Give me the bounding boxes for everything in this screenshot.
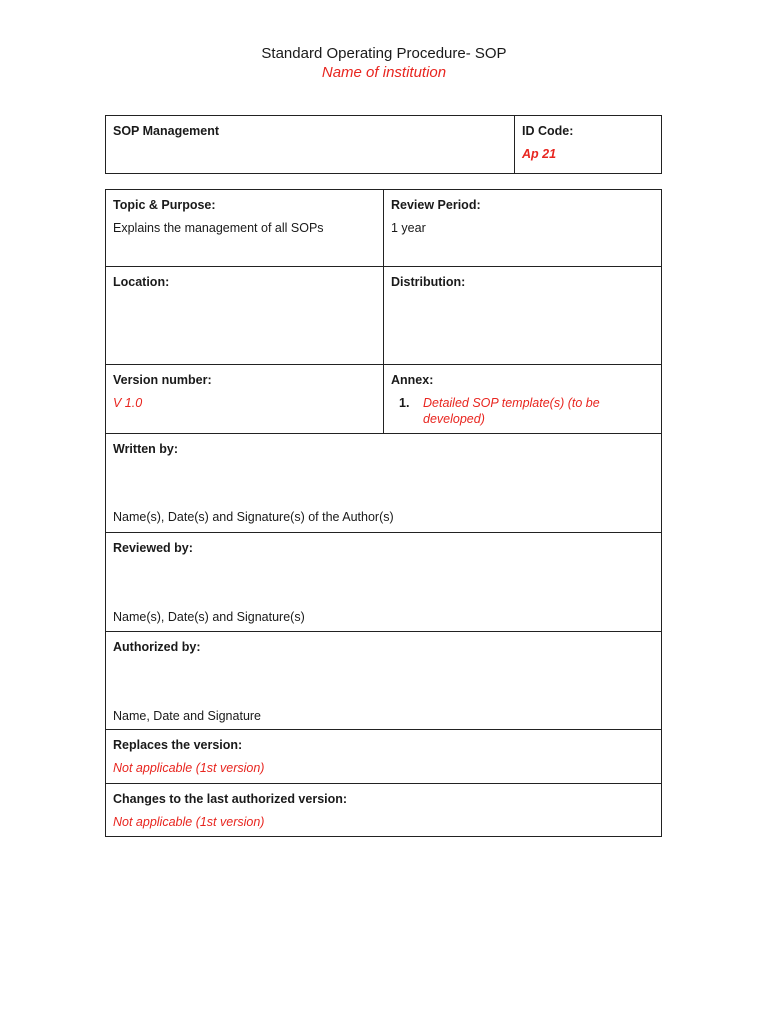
reviewed-by-label: Reviewed by: bbox=[113, 541, 193, 555]
annex-label: Annex: bbox=[391, 373, 434, 387]
replaces-version-label: Replaces the version: bbox=[113, 738, 243, 752]
changes-value: Not applicable (1st version) bbox=[113, 815, 265, 829]
authorized-by-label: Authorized by: bbox=[113, 640, 201, 654]
annex-item-number: 1. bbox=[399, 396, 410, 410]
authorized-by-note: Name, Date and Signature bbox=[113, 709, 262, 723]
id-code-value: Ap 21 bbox=[522, 147, 557, 161]
replaces-version-cell bbox=[106, 730, 661, 784]
document-header bbox=[0, 44, 768, 82]
authorized-by-cell bbox=[106, 632, 661, 730]
topic-purpose-cell bbox=[106, 190, 383, 267]
written-by-label: Written by: bbox=[113, 442, 179, 456]
version-number-label: Version number: bbox=[113, 373, 212, 387]
changes-cell bbox=[106, 784, 661, 836]
review-period-label: Review Period: bbox=[391, 198, 481, 212]
distribution-cell bbox=[384, 267, 661, 365]
document-title: Standard Operating Procedure- SOP bbox=[261, 45, 507, 62]
id-code-cell bbox=[515, 116, 661, 173]
topic-purpose-label: Topic & Purpose: bbox=[113, 198, 216, 212]
location-cell bbox=[106, 267, 383, 365]
location-label: Location: bbox=[113, 275, 170, 289]
sop-title-cell bbox=[106, 116, 515, 173]
reviewed-by-note: Name(s), Date(s) and Signature(s) bbox=[113, 610, 305, 624]
version-number-value: V 1.0 bbox=[113, 396, 143, 410]
id-code-label: ID Code: bbox=[522, 124, 574, 138]
topic-purpose-value: Explains the management of all SOPs bbox=[113, 221, 324, 235]
review-period-cell bbox=[384, 190, 661, 267]
reviewed-by-cell bbox=[106, 533, 661, 632]
version-number-cell bbox=[106, 365, 383, 433]
annex-list-item bbox=[391, 395, 654, 427]
annex-cell bbox=[384, 365, 661, 433]
sop-details-table bbox=[105, 189, 662, 837]
distribution-label: Distribution: bbox=[391, 275, 466, 289]
sop-title: SOP Management bbox=[113, 124, 220, 138]
written-by-cell bbox=[106, 434, 661, 533]
written-by-note: Name(s), Date(s) and Signature(s) of the Author(s) bbox=[113, 510, 394, 524]
replaces-version-value: Not applicable (1st version) bbox=[113, 761, 265, 775]
annex-item-text: Detailed SOP template(s) (to be developed) bbox=[423, 396, 600, 426]
review-period-value: 1 year bbox=[391, 221, 426, 235]
institution-name: Name of institution bbox=[321, 64, 447, 81]
sop-id-table bbox=[105, 115, 662, 174]
changes-label: Changes to the last authorized version: bbox=[113, 792, 348, 806]
